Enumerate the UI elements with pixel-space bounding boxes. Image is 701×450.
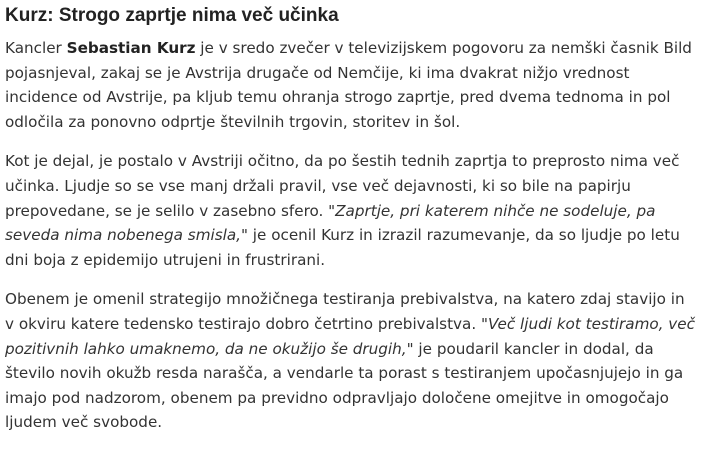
paragraph-1-text-a: Kancler	[5, 39, 67, 57]
article	[5, 4, 695, 450]
paragraph-2-text-a: Kot je dejal, je postalo v Avstriji očitno, da po šestih tednih zaprtja to preprosto nima več učinka. Ljudje so se vse manj držali pravil, vse več dejavnosti, ki so bile na papirju prepovedane, se je selilo v zasebno sfero.	[5, 152, 680, 220]
paragraph-3-text-b: je poudaril kancler in dodal, da število novih okužb resda narašča, a vendarle ta porast s testiranjem upočasnjujejo in ga imajo pod nadzorom, obenem pa previdno odpravljajo določene omejitve in omogočajo ljudem več svobode.	[5, 339, 684, 432]
paragraph-1	[5, 36, 695, 134]
paragraph-1-text-b: je v sredo zvečer v televizijskem pogovoru za nemški časnik Bild pojasnjeval, zakaj se je Avstrija drugače od Nemčije, ki ima dvakrat nižjo vrednost incidence od Avstrije, pa kljub temu ohranja strogo zaprtje, pred dvema tednoma in pol odločila za ponovno odprtje številnih trgovin, storitev in šol.	[5, 39, 692, 131]
paragraph-3-quote: "Več ljudi kot testiramo, več pozitivnih lahko umaknemo, da ne okužijo še drugih,"	[5, 314, 695, 358]
person-name: Sebastian Kurz	[66, 39, 196, 57]
paragraph-2-quote: "Zaprtje, pri katerem nihče ne sodeluje, pa seveda nima nobenega smisla,"	[5, 201, 656, 245]
paragraph-3-text-a: Obenem je omenil strategijo množičnega testiranja prebivalstva, na katero zdaj stavijo in v okviru katere tedensko testirajo dobro četrtino prebivalstva.	[5, 290, 685, 333]
article-headline: Kurz: Strogo zaprtje nima več učinka	[5, 5, 339, 26]
paragraph-3	[5, 287, 695, 435]
paragraph-2	[5, 149, 695, 272]
paragraph-2-text-b: je ocenil Kurz in izrazil razumevanje, da so ljudje po letu dni boja z epidemijo utrujeni in frustrirani.	[5, 226, 680, 269]
